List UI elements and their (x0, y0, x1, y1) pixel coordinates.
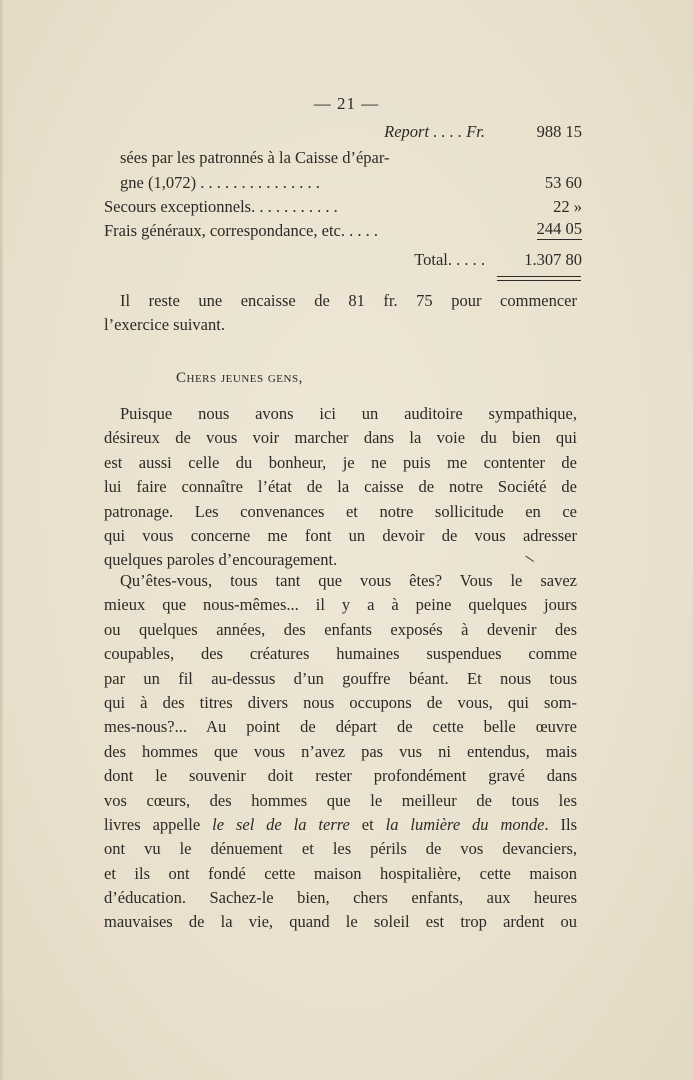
italic-phrase: la lumière du monde (385, 814, 545, 834)
caisse-label: sées par les patronnés à la Caisse d’épar- (120, 148, 390, 167)
text-line: et ils ont fondé cette maison hospitalière, cette maison (104, 863, 577, 883)
text-line: des hommes que vous n’avez pas vus ni entendus, mais (104, 741, 577, 761)
text-line: qui à des titres divers nous occupons de vous, qui som- (104, 692, 577, 712)
text-line-with-italics (104, 813, 577, 837)
report-amount: 988 15 (536, 122, 582, 141)
text-fragment: livres appelle (104, 814, 213, 834)
italic-phrase: le sel de la terre (212, 814, 350, 834)
text-line: l’exercice suivant. (104, 315, 225, 335)
account-row-secours (104, 195, 582, 219)
text-line: quelques paroles d’encouragement. (104, 550, 338, 570)
total-double-rule (497, 276, 581, 281)
account-row-frais (104, 219, 582, 243)
text-line: d’éducation. Sachez-le bien, chers enfants, aux heures (104, 888, 577, 908)
body-paragraph-2 (104, 569, 577, 935)
text-line: Il reste une encaisse de 81 fr. 75 pour commencer (120, 291, 577, 310)
text-fragment: et (349, 814, 386, 834)
account-row-caisse (104, 146, 582, 170)
text-line: mieux que nous-mêmes... il y a à peine quelques jours (104, 595, 577, 615)
secours-amount: 22 » (553, 197, 582, 216)
text-line: mes-nous?... Au point de départ de cette belle œuvre (104, 717, 577, 737)
report-label: Report . . . . Fr. (384, 122, 485, 141)
text-line: désireux de vous voir marcher dans la voie du bien qui (104, 428, 577, 448)
text-line: par un fil au-dessus d’un gouffre béant. Et nous tous (104, 668, 577, 688)
total-label: Total. . . . . (414, 250, 485, 269)
text-line: ont vu le dénuement et les périls de vos devanciers, (104, 839, 577, 859)
text-line: lui faire connaître l’état de la caisse de notre Société de (104, 477, 577, 497)
account-row-report (104, 120, 582, 144)
body-paragraph-1 (104, 402, 577, 573)
text-line: vos cœurs, des hommes que le meilleur de tous les (104, 790, 577, 810)
text-line: mauvaises de la vie, quand le soleil est trop ardent ou (104, 912, 577, 932)
salutation: Chers jeunes gens, (176, 370, 303, 386)
text-line: Qu’êtes-vous, tous tant que vous êtes? Vous le savez (120, 571, 577, 590)
text-line: est aussi celle du bonheur, je ne puis me contenter de (104, 452, 577, 472)
account-row-epargne (104, 171, 582, 195)
text-line: qui vous concerne me font un devoir de vous adresser (104, 525, 577, 545)
remainder-paragraph (104, 289, 577, 338)
text-line: Puisque nous avons ici un auditoire sympathique, (120, 404, 577, 423)
secours-label: Secours exceptionnels. . . . . . . . . . . (104, 197, 338, 216)
text-line: patronage. Les convenances et notre sollicitude en ce (104, 501, 577, 521)
text-fragment: . Ils (544, 814, 578, 834)
text-line: ou quelques années, des enfants exposés à devenir des (104, 619, 577, 639)
page-number: — 21 — (313, 94, 380, 113)
frais-label: Frais généraux, correspondance, etc. . . . . (104, 221, 378, 240)
account-row-total (104, 248, 582, 272)
epargne-label: gne (1,072) . . . . . . . . . . . . . . . (120, 173, 320, 192)
total-amount: 1.307 80 (524, 250, 582, 269)
text-line: dont le souvenir doit rester profondément gravé dans (104, 766, 577, 786)
epargne-amount: 53 60 (544, 173, 582, 192)
text-line: coupables, des créatures humaines suspendues comme (104, 644, 577, 664)
frais-amount: 244 05 (536, 219, 582, 238)
page-edge (0, 0, 4, 1080)
